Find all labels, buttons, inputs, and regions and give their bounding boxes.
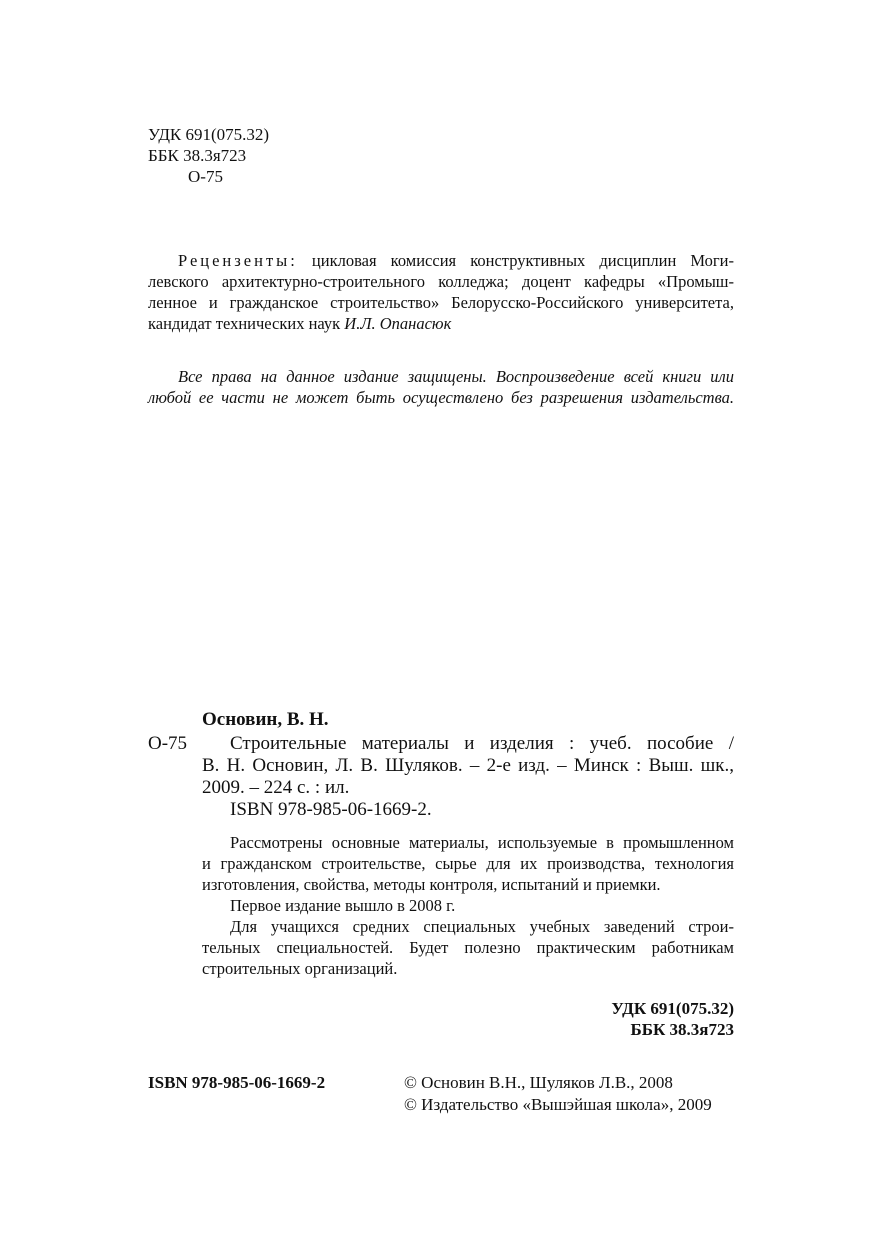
annotation-line: изготовления, свойства, методы контроля, испытаний и приемки.: [202, 875, 661, 894]
reviewers-paragraph: [148, 250, 734, 334]
bottom-bbk: ББК 38.3я723: [630, 1020, 734, 1039]
reviewers-line-3: ленное и гражданское строительство» Белорусско-Российского университета,: [148, 293, 734, 312]
bibliographic-entry: [202, 733, 734, 821]
author-mark: О-75: [188, 167, 223, 186]
annotation-line: и гражданском строительстве, сырье для их производства, технология: [202, 854, 734, 873]
reviewers-label: Рецензенты:: [178, 251, 298, 270]
copyright-authors: © Основин В.Н., Шуляков Л.В., 2008: [404, 1073, 673, 1092]
annotation: [202, 832, 734, 979]
bib-catalog-mark: О-75: [148, 733, 188, 754]
footer-isbn: ISBN 978-985-06-1669-2: [148, 1073, 326, 1092]
rights-notice: [148, 366, 734, 408]
bottom-udk: УДК 691(075.32): [611, 999, 734, 1018]
bib-isbn: ISBN 978-985-06-1669-2.: [230, 799, 432, 820]
copyright-notices: [404, 1072, 712, 1116]
bib-line-1: Строительные материалы и изделия : учеб. пособие /: [230, 733, 734, 754]
rights-line-1: Все права на данное издание защищены. Воспроизведение всей книги или: [178, 367, 734, 386]
copyright-publisher: © Издательство «Вышэйшая школа», 2009: [404, 1095, 712, 1114]
bottom-classification-codes: [611, 998, 734, 1040]
bib-line-2: В. Н. Основин, Л. В. Шуляков. – 2-е изд. – Минск : Выш. шк.,: [202, 755, 734, 776]
udk-code: УДК 691(075.32): [148, 125, 270, 144]
reviewers-line-4: кандидат технических наук И.Л. Опанасюк: [148, 314, 452, 333]
annotation-line: Для учащихся средних специальных учебных заведений строи-: [230, 917, 734, 936]
rights-line-2: любой ее части не может быть осуществлено без разрешения издательства.: [148, 388, 734, 407]
bbk-code: ББК 38.3я723: [148, 146, 247, 165]
bib-line-3: 2009. – 224 с. : ил.: [202, 777, 350, 798]
annotation-line: строительных организаций.: [202, 959, 398, 978]
annotation-line: тельных специальностей. Будет полезно практическим работникам: [202, 938, 734, 957]
reviewers-line-1: Рецензенты: цикловая комиссия конструктивных дисциплин Моги-: [148, 250, 734, 271]
bib-author: Основин, В. Н.: [202, 709, 329, 730]
reviewer-name: И.Л. Опанасюк: [344, 314, 452, 333]
annotation-line: Рассмотрены основные материалы, используемые в промышленном: [230, 833, 734, 852]
annotation-line: Первое издание вышло в 2008 г.: [230, 896, 456, 915]
classification-codes: [148, 124, 269, 187]
reviewers-line-2: левского архитектурно-строительного колледжа; доцент кафедры «Промыш-: [148, 272, 734, 291]
